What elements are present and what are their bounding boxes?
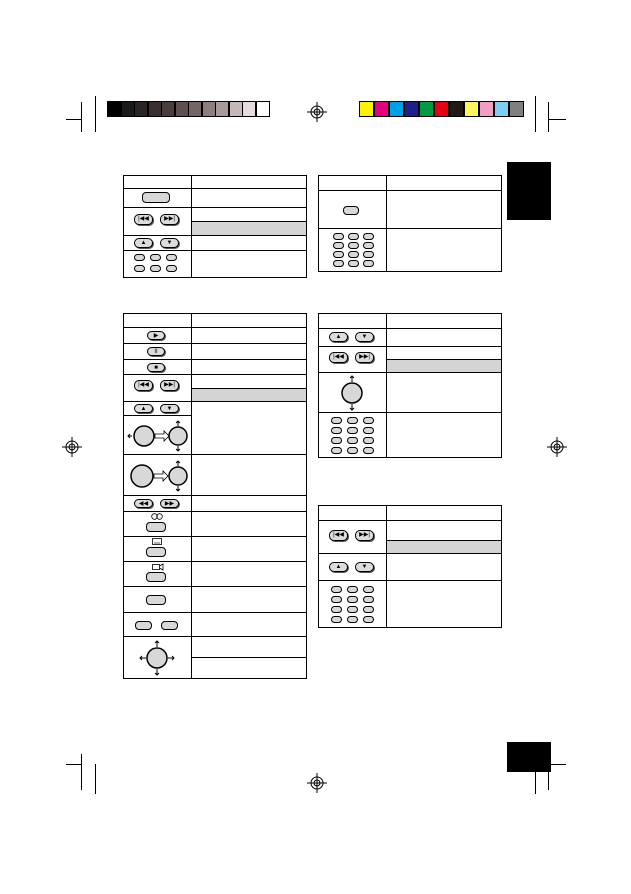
table-row [124, 496, 306, 512]
table-playback-controls [123, 313, 307, 679]
down-arrow-icon: ▼ [160, 238, 179, 248]
oval-button [161, 621, 178, 630]
crop-mark [66, 764, 82, 765]
oval-button [343, 206, 359, 215]
table-number-selection [318, 175, 502, 272]
registration-mark-icon [547, 437, 567, 457]
joystick-left-right-icon [126, 418, 190, 454]
table-row [124, 360, 306, 375]
rewind-icon: ◀◀ [134, 499, 153, 508]
table-chapter-selection [318, 505, 502, 628]
table-row [124, 562, 306, 587]
table-row [124, 328, 306, 344]
crop-mark [81, 754, 82, 790]
table-row [124, 587, 306, 613]
color-swatch [404, 101, 419, 117]
skip-back-icon: |◀◀ [329, 352, 348, 363]
color-swatch [464, 101, 479, 117]
color-swatch [494, 101, 509, 117]
gray-swatch [134, 101, 148, 117]
registration-mark-icon [307, 773, 327, 793]
table-header [124, 314, 306, 328]
color-swatch [359, 101, 374, 117]
color-swatch [389, 101, 404, 117]
table-row [319, 373, 501, 413]
gray-swatch [121, 101, 135, 117]
color-swatch [509, 101, 524, 117]
color-swatch [434, 101, 449, 117]
gray-swatch [256, 101, 270, 117]
oval-button [142, 192, 170, 203]
color-swatch [419, 101, 434, 117]
crop-mark [66, 119, 82, 120]
gray-swatch [188, 101, 202, 117]
skip-back-icon: |◀◀ [329, 530, 348, 541]
gray-swatch [242, 101, 256, 117]
table-header [319, 506, 501, 521]
skip-forward-icon: ▶▶| [355, 530, 374, 541]
page-number-tab [507, 742, 551, 772]
angle-button [146, 572, 166, 582]
table-row [319, 329, 501, 347]
gray-swatch [107, 101, 121, 117]
crop-mark [535, 96, 536, 132]
fast-forward-icon: ▶▶ [160, 499, 179, 508]
subtitle-button [146, 547, 166, 557]
stop-icon: ■ [147, 363, 165, 372]
up-arrow-icon: ▲ [134, 404, 153, 413]
gray-swatch [229, 101, 243, 117]
table-row [124, 637, 306, 679]
down-arrow-icon: ▼ [160, 404, 179, 413]
table-row [319, 581, 501, 628]
up-arrow-icon: ▲ [134, 238, 153, 248]
table-row [124, 375, 306, 402]
color-swatch [479, 101, 494, 117]
table-row [124, 613, 306, 637]
skip-forward-icon: ▶▶| [355, 352, 374, 363]
table-row [124, 416, 306, 455]
oval-button [146, 595, 166, 605]
gray-swatch [161, 101, 175, 117]
skip-back-icon: |◀◀ [134, 214, 153, 225]
angle-icon [152, 562, 164, 571]
crop-mark [548, 102, 549, 132]
play-icon: ▶ [147, 331, 165, 340]
table-main-features [123, 175, 307, 278]
crop-mark [95, 764, 96, 794]
crop-mark [95, 96, 96, 132]
up-arrow-icon: ▲ [329, 332, 348, 342]
gray-swatch [202, 101, 216, 117]
table-row [319, 229, 501, 272]
table-row [319, 521, 501, 554]
registration-mark-icon [62, 437, 82, 457]
gray-swatch [215, 101, 229, 117]
gray-swatch [175, 101, 189, 117]
color-swatch [374, 101, 389, 117]
audio-button [146, 522, 166, 532]
table-row [124, 344, 306, 360]
table-row [124, 512, 306, 537]
table-row [124, 537, 306, 562]
table-row [319, 413, 501, 458]
down-arrow-icon: ▼ [355, 562, 374, 572]
table-row [319, 347, 501, 373]
crop-mark [81, 102, 82, 132]
down-arrow-icon: ▼ [355, 332, 374, 342]
table-header [319, 314, 501, 329]
table-row [124, 455, 306, 496]
table-row [319, 191, 501, 229]
joystick-press-icon [126, 457, 190, 495]
table-header [319, 176, 501, 191]
pause-icon: II [147, 347, 165, 356]
language-tab [507, 162, 551, 220]
color-swatch [449, 101, 464, 117]
table-row [124, 208, 306, 236]
table-row [319, 554, 501, 581]
table-row [124, 189, 306, 208]
audio-icon [151, 513, 163, 520]
table-row [124, 402, 306, 416]
registration-mark-icon [307, 102, 327, 122]
joystick-four-way-icon [132, 638, 182, 678]
skip-forward-icon: ▶▶| [160, 380, 179, 391]
table-track-selection [318, 313, 502, 458]
skip-back-icon: |◀◀ [134, 380, 153, 391]
subtitle-icon [152, 538, 162, 545]
crop-mark [548, 119, 566, 120]
oval-button [135, 621, 152, 630]
table-row [124, 236, 306, 251]
up-arrow-icon: ▲ [329, 562, 348, 572]
joystick-up-down-icon [337, 374, 367, 412]
table-header [124, 176, 306, 189]
gray-swatch [148, 101, 162, 117]
skip-forward-icon: ▶▶| [160, 214, 179, 225]
table-row [124, 251, 306, 278]
